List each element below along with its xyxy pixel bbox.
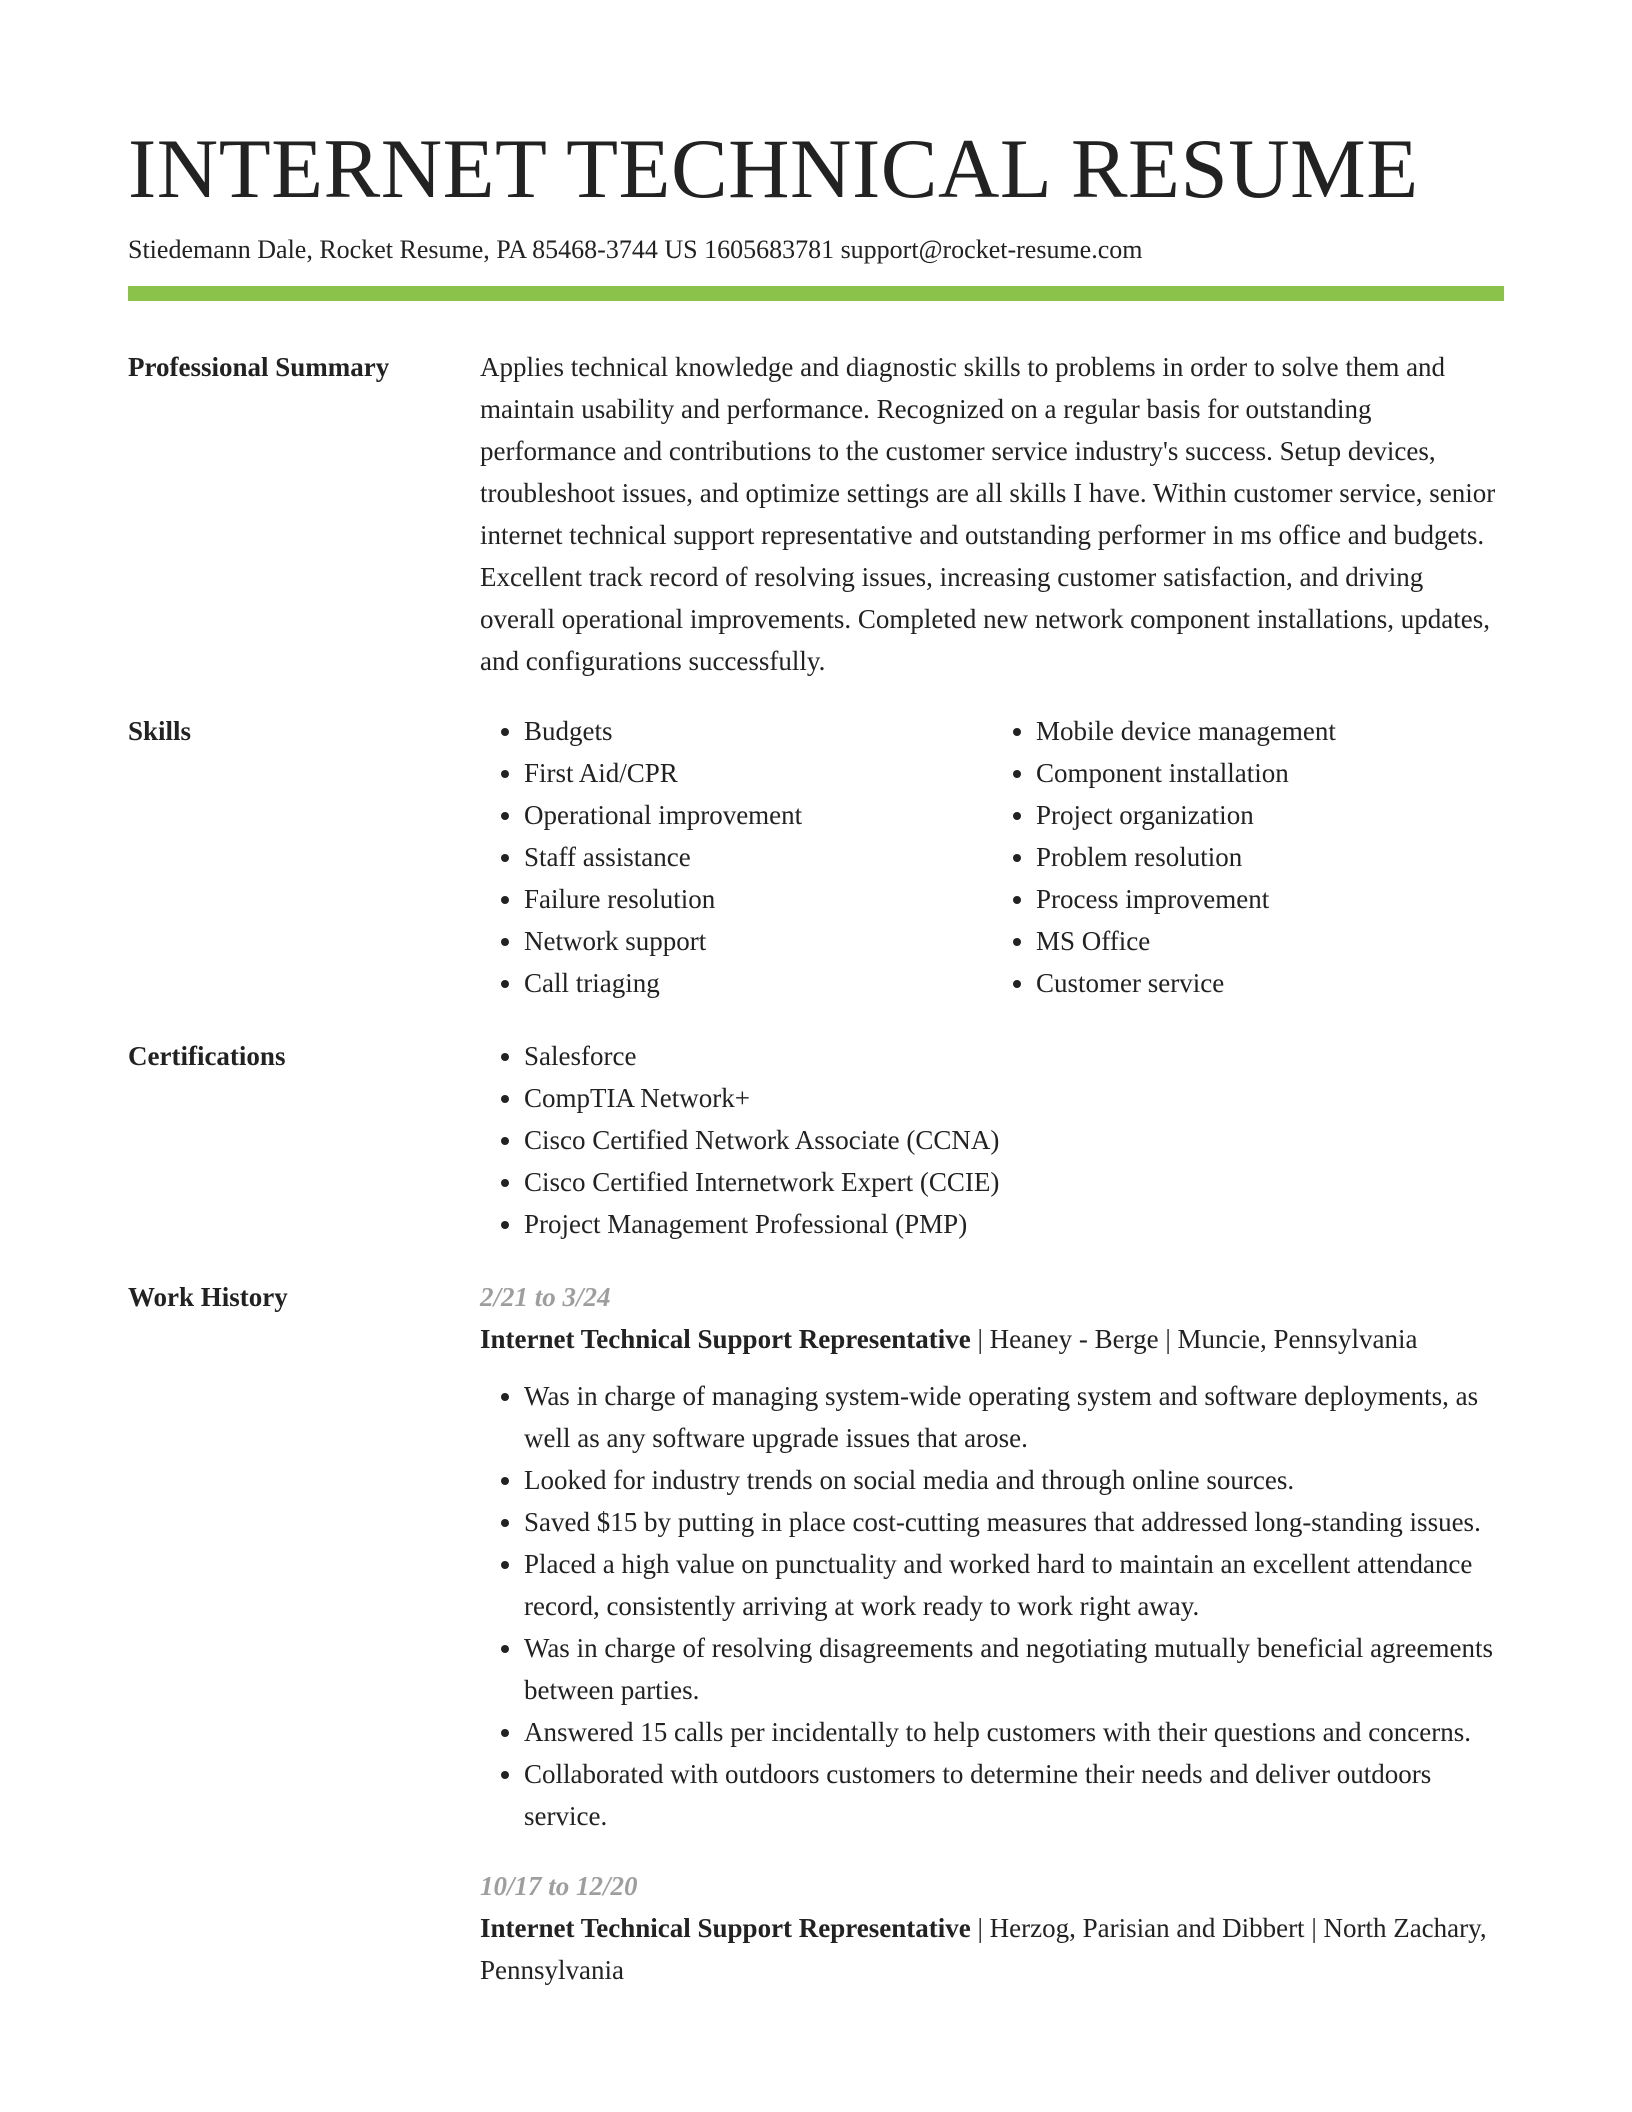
job-dates: 10/17 to 12/20 [480, 1871, 638, 1901]
job-duty: • Saved $15 by putting in place cost-cutting measures that addressed long-standing issues. [524, 1501, 1504, 1543]
certifications-heading: Certifications [128, 1041, 286, 1071]
job-company: | Heaney - Berge [971, 1324, 1159, 1354]
job-duty: • Looked for industry trends on social media and through online sources. [524, 1459, 1504, 1501]
job-entry [480, 1865, 1504, 1991]
job-location: | Muncie, Pennsylvania [1159, 1324, 1418, 1354]
skill-item: • Operational improvement [524, 794, 992, 836]
job-title: Internet Technical Support Representative [480, 1324, 971, 1354]
job-title: Internet Technical Support Representative [480, 1913, 971, 1943]
certification-item: • Project Management Professional (PMP) [524, 1203, 1504, 1245]
work-history-body [480, 1276, 1504, 1991]
job-entry [480, 1276, 1504, 1837]
certifications-body [480, 1035, 1504, 1245]
certifications-list [480, 1035, 1504, 1245]
skill-item: • Problem resolution [1036, 836, 1504, 878]
contact-email[interactable]: support@rocket-resume.com [840, 235, 1143, 264]
skill-item: • Process improvement [1036, 878, 1504, 920]
work-history-heading: Work History [128, 1282, 288, 1312]
certification-item: • CompTIA Network+ [524, 1077, 1504, 1119]
summary-body [480, 346, 1504, 682]
job-dates: 2/21 to 3/24 [480, 1282, 611, 1312]
certification-item: • Cisco Certified Network Associate (CCNA) [524, 1119, 1504, 1161]
job-location: | North Zachary, Pennsylvania [480, 1913, 1487, 1985]
skills-heading: Skills [128, 716, 192, 746]
job-duty: • Was in charge of resolving disagreements and negotiating mutually beneficial agreements between parties. [524, 1627, 1504, 1711]
summary-heading: Professional Summary [128, 352, 390, 382]
job-heading [480, 1318, 1504, 1360]
job-company: | Herzog, Parisian and Dibbert [971, 1913, 1305, 1943]
skills-list-left [480, 710, 992, 1004]
skill-item: • Component installation [1036, 752, 1504, 794]
skill-item: • Customer service [1036, 962, 1504, 1004]
skill-item: • Mobile device management [1036, 710, 1504, 752]
resume-title: INTERNET TECHNICAL RESUME [128, 122, 1419, 216]
header-divider [128, 286, 1504, 301]
contact-address: Stiedemann Dale, Rocket Resume, PA 85468-3744 US [128, 235, 698, 264]
skills-body [480, 710, 1504, 1004]
skill-item: • MS Office [1036, 920, 1504, 962]
job-duties-list [480, 1375, 1504, 1837]
skill-item: • First Aid/CPR [524, 752, 992, 794]
skill-item: • Budgets [524, 710, 992, 752]
certification-item: • Salesforce [524, 1035, 1504, 1077]
job-heading [480, 1907, 1504, 1991]
skill-item: • Failure resolution [524, 878, 992, 920]
summary-text: Applies technical knowledge and diagnostic skills to problems in order to solve them and maintain usability and performance. Recognized on a regular basis for outstanding performance and contributions to the customer service industry's success. Setup devices, troubleshoot issues, and optimize settings are all skills I have. Within customer service, senior internet technical support representative and outstanding performer in ms office and budgets. Excellent track record of resolving issues, increasing customer satisfaction, and driving overall operational improvements. Completed new network component installations, updates, and configurations successfully. [480, 352, 1496, 676]
skill-item: • Project organization [1036, 794, 1504, 836]
skill-item: • Staff assistance [524, 836, 992, 878]
certification-item: • Cisco Certified Internetwork Expert (CCIE) [524, 1161, 1504, 1203]
skills-list-right [992, 710, 1504, 1004]
contact-phone: 1605683781 [704, 235, 835, 264]
job-duty: • Placed a high value on punctuality and worked hard to maintain an excellent attendance record, consistently arriving at work ready to work right away. [524, 1543, 1504, 1627]
job-duty: • Was in charge of managing system-wide operating system and software deployments, as well as any software upgrade issues that arose. [524, 1375, 1504, 1459]
contact-line [128, 230, 1142, 270]
job-duty: • Answered 15 calls per incidentally to help customers with their questions and concerns. [524, 1711, 1504, 1753]
job-duty: • Collaborated with outdoors customers to determine their needs and deliver outdoors service. [524, 1753, 1504, 1837]
skill-item: • Call triaging [524, 962, 992, 1004]
skill-item: • Network support [524, 920, 992, 962]
